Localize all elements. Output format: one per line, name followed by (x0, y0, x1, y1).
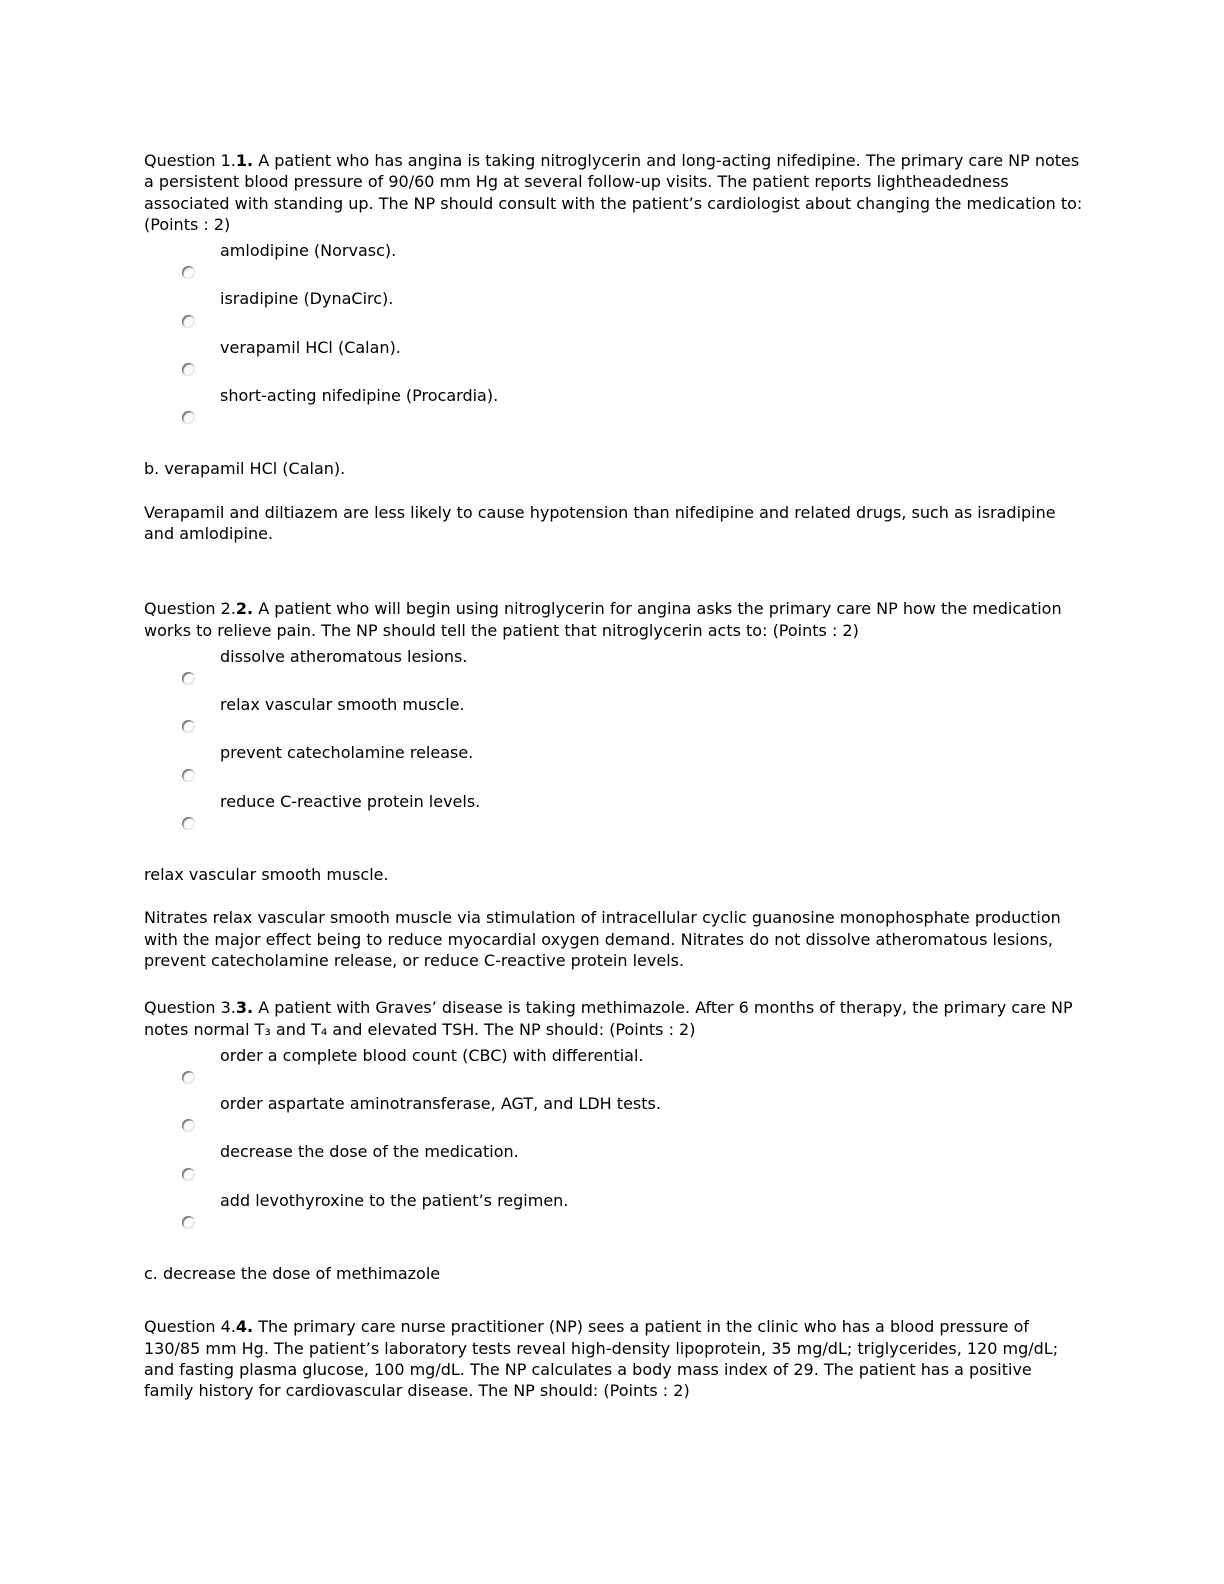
answer-option (144, 1141, 1085, 1180)
question-block-3 (144, 997, 1085, 1229)
radio-button-icon[interactable] (182, 266, 195, 279)
answer-option (144, 337, 1085, 376)
answer-explanation: Nitrates relax vascular smooth muscle via stimulation of intracellular cyclic guanosine monophosphate production with the major effect being to reduce myocardial oxygen demand. Nitrates do not dissolve atheromatous lesions, prevent catecholamine release, or reduce C-reactive protein levels. (144, 908, 1061, 970)
radio-button-icon[interactable] (182, 1216, 195, 1229)
question-3-body: A patient with Graves’ disease is taking methimazole. After 6 months of therapy, the primary care NP notes normal T₃ and T₄ and elevated TSH. The NP should: (Points : 2) (144, 998, 1073, 1039)
radio-button-icon[interactable] (182, 1168, 195, 1181)
correct-answer-line: c. decrease the dose of methimazole (144, 1264, 441, 1284)
question-4-body: The primary care nurse practitioner (NP) sees a patient in the clinic who has a blood pressure of 130/85 mm Hg. The patient’s laboratory tests reveal high-density lipoprotein, 35 mg/dL; triglycerides, 120 mg/dL; and fasting plasma glucose, 100 mg/dL. The NP calculates a body mass index of 29. The patient has a positive family history for cardiovascular disease. The NP should: (Points : 2) (144, 1317, 1059, 1401)
question-4-label: Question 4. (144, 1317, 236, 1337)
answer-option (144, 1190, 1085, 1229)
answer-option (144, 742, 1085, 781)
option-label: dissolve atheromatous lesions. (220, 646, 468, 666)
answer-option (144, 240, 1085, 279)
question-3-options (144, 1045, 1085, 1229)
question-2-options (144, 646, 1085, 830)
correct-answer-line: relax vascular smooth muscle. (144, 865, 389, 885)
answer-option (144, 791, 1085, 830)
option-label: decrease the dose of the medication. (220, 1142, 519, 1162)
radio-button-icon[interactable] (182, 411, 195, 424)
correct-answer-line: b. verapamil HCl (Calan). (144, 459, 346, 479)
answer-explanation: Verapamil and diltiazem are less likely to cause hypotension than nifedipine and related drugs, such as isradipine and amlodipine. (144, 502, 1056, 543)
question-2-text (144, 598, 1085, 641)
option-label: add levothyroxine to the patient’s regimen. (220, 1190, 569, 1210)
question-1-options (144, 240, 1085, 424)
option-label: short-acting nifedipine (Procardia). (220, 386, 499, 406)
answer-option (144, 646, 1085, 685)
question-2-body: A patient who will begin using nitroglycerin for angina asks the primary care NP how the medication works to relieve pain. The NP should tell the patient that nitroglycerin acts to: (Points : 2) (144, 599, 1062, 640)
question-block-1 (144, 150, 1085, 424)
question-1-number: 1. (235, 151, 254, 170)
option-label: order aspartate aminotransferase, AGT, and LDH tests. (220, 1094, 661, 1114)
question-4-number: 4. (235, 1317, 254, 1337)
option-label: order a complete blood count (CBC) with differential. (220, 1045, 644, 1065)
radio-button-icon[interactable] (182, 363, 195, 376)
option-label: prevent catecholamine release. (220, 743, 474, 763)
radio-button-icon[interactable] (182, 315, 195, 328)
question-3-number: 3. (235, 998, 254, 1018)
radio-button-icon[interactable] (182, 720, 195, 733)
question-2-label: Question 2. (144, 599, 236, 619)
question-1-body: A patient who has angina is taking nitroglycerin and long-acting nifedipine. The primary care NP notes a persistent blood pressure of 90/60 mm Hg at several follow-up visits. The patient reports lightheadedness associated with standing up. The NP should consult with the patient’s cardiologist about changing the medication to: (Points : 2) (144, 151, 1083, 234)
radio-button-icon[interactable] (182, 1071, 195, 1084)
answer-option (144, 694, 1085, 733)
question-1-text (144, 150, 1085, 235)
question-block-4 (144, 1316, 1085, 1401)
option-label: relax vascular smooth muscle. (220, 695, 465, 715)
option-label: isradipine (DynaCirc). (220, 289, 394, 309)
radio-button-icon[interactable] (182, 817, 195, 830)
answer-option (144, 385, 1085, 424)
option-label: reduce C-reactive protein levels. (220, 791, 481, 811)
question-3-label: Question 3. (144, 998, 236, 1018)
radio-button-icon[interactable] (182, 1119, 195, 1132)
answer-option (144, 288, 1085, 327)
question-2-number: 2. (235, 599, 254, 619)
question-block-2 (144, 598, 1085, 830)
question-1-label: Question 1. (144, 151, 236, 170)
option-label: verapamil HCl (Calan). (220, 337, 401, 357)
radio-button-icon[interactable] (182, 672, 195, 685)
radio-button-icon[interactable] (182, 769, 195, 782)
answer-option (144, 1045, 1085, 1084)
answer-option (144, 1093, 1085, 1132)
question-3-text (144, 997, 1085, 1040)
option-label: amlodipine (Norvasc). (220, 241, 397, 261)
question-4-text (144, 1316, 1085, 1401)
